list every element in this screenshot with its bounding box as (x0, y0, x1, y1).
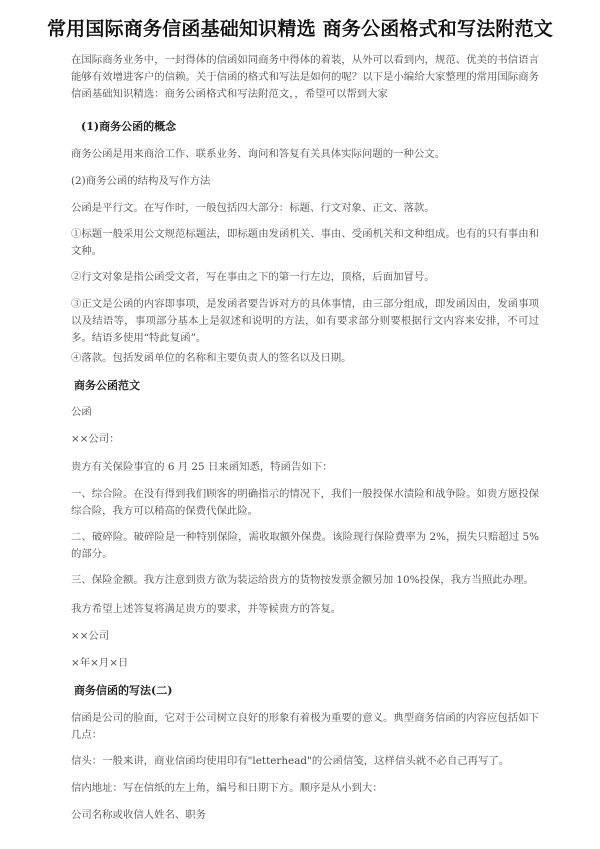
company-name-paragraph: 公司名称或收信人姓名、职务 (71, 809, 207, 821)
title-rule-paragraph: ①标题一般采用公文规范标题法，即标题由发函机关、事由、受函机关和文种组成。也有的只有事由和文种。 (71, 228, 539, 257)
section-heading-concept: (1)商务公函的概念 (81, 120, 177, 133)
sample-date: ×年×月×日 (71, 657, 129, 669)
section-heading-sample: 商务公函范文 (74, 379, 140, 392)
sample-sender: ××公司 (71, 630, 110, 642)
sample-opening: 贵方有关保险事宜的 6 月 25 日来函知悉，特函告如下： (71, 461, 333, 473)
sample-label: 公函 (71, 406, 92, 418)
structure-subheading: (2)商务公函的结构及写作方法 (71, 175, 211, 187)
sample-closing: 我方希望上述答复将满足贵方的要求，并等候贵方的答复。 (71, 603, 342, 615)
inside-address-paragraph: 信内地址：写在信纸的左上角，编号和日期下方。顺序是从小到大： (71, 782, 383, 794)
intro-paragraph: 在国际商务业务中，一封得体的信函如同商务中得体的着装，从外可以看到内，规范、优美的书信语言能够有效增进客户的信赖。关于信函的格式和写法是如何的呢？以下是小编给大家整理的常用国际商务信函基础知识精选：商务公函格式和写法附范文，，希望可以帮到大家 (71, 54, 539, 100)
letterhead-paragraph: 信头：一般来讲，商业信函均使用印有"letterhead"的公函信笺，这样信头就不必自己再写了。 (71, 755, 510, 767)
sample-addressee: ××公司： (71, 433, 120, 445)
sample-item-3: 三、保险金额。我方注意到贵方欲为装运给贵方的货物按发票金额另加 10%投保，我方当照此办理。 (71, 574, 534, 586)
sample-item-2: 二、破碎险。破碎险是一种特别保险，需收取额外保费。该险现行保险费率为 2%，损失只赔超过 5%的部分。 (71, 531, 539, 560)
signature-rule-paragraph: ④落款。包括发函单位的名称和主要负责人的签名以及日期。 (71, 352, 352, 364)
document-title: 常用国际商务信函基础知识精选 商务公函格式和写法附范文 (46, 18, 554, 40)
sample-item-1: 一、综合险。在没有得到我们顾客的明确指示的情况下，我们一般投保水渍险和战争险。如贵方愿投保综合险，我方可以稍高的保费代保此险。 (71, 488, 539, 517)
letter-intro-paragraph: 信函是公司的脸面，它对于公司树立良好的形象有着极为重要的意义。典型商务信函的内容应包括如下几点： (71, 712, 539, 741)
structure-paragraph: 公函是平行文。在写作时，一般包括四大部分：标题、行文对象、正文、落款。 (71, 202, 435, 214)
section-heading-letter-writing: 商务信函的写法(二) (74, 684, 173, 697)
body-rule-paragraph: ③正文是公函的内容即事项，是发函者要告诉对方的具体事情，由三部分组成，即发函因由，发函事项以及结语等，事项部分基本上是叙述和说明的方法，如有要求部分则要根据行文内容来安排，不可过多。结语多使用“特此复函”。 (71, 298, 539, 344)
concept-paragraph: 商务公函是用来商洽工作、联系业务、询问和答复有关具体实际问题的一种公文。 (71, 148, 446, 160)
recipient-rule-paragraph: ②行文对象是指公函受文者，写在事由之下的第一行左边，顶格，后面加冒号。 (71, 271, 435, 283)
